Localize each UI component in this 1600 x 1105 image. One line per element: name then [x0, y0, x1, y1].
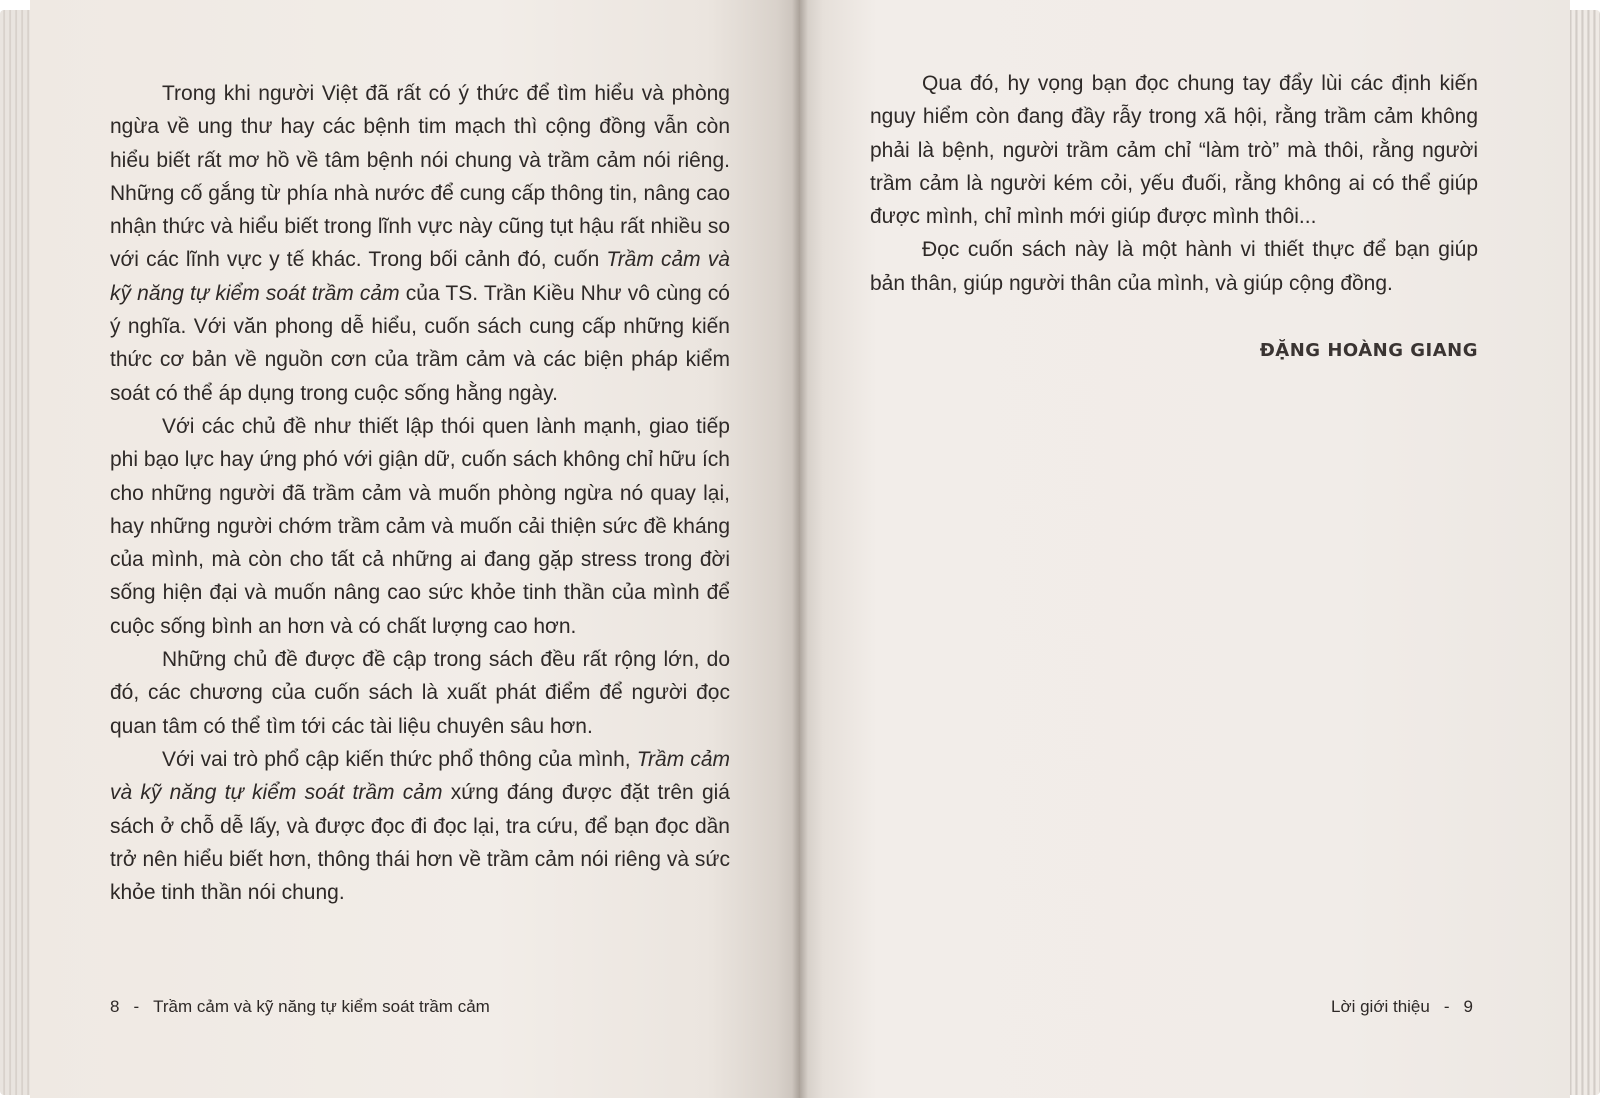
left-page-footer	[110, 997, 490, 1017]
text-run: Những chủ đề được đề cập trong sách đều rất rộng lớn, do đó, các chương của cuốn sách là xuất phát điểm để người đọc quan tâm có thể tìm tới các tài liệu chuyên sâu hơn.	[110, 648, 730, 738]
paragraph	[110, 643, 730, 743]
text-run: Qua đó, hy vọng bạn đọc chung tay đẩy lùi các định kiến nguy hiểm còn đang đầy rẫy trong xã hội, rằng trầm cảm không phải là bệnh, người trầm cảm chỉ “làm trò” mà thôi, rằng người trầm cảm là người kém cỏi, yếu đuối, rằng không ai có thể giúp được mình, chỉ mình mới giúp được mình thôi...	[870, 72, 1478, 229]
paragraph	[110, 77, 730, 410]
paragraph	[870, 233, 1478, 300]
text-run: xứng đáng được đặt trên giá sách ở chỗ dễ lấy, và được đọc đi đọc lại, tra cứu, để bạn đọc dần trở nên hiểu biết hơn, thông thái hơn về trầm cảm nói riêng và sức khỏe tinh thần nói chung.	[110, 781, 730, 905]
running-title: Trầm cảm và kỹ năng tự kiểm soát trầm cảm	[153, 997, 490, 1016]
book-title-italic: Trầm cảm và kỹ năng tự kiểm soát trầm cảm	[110, 248, 730, 305]
text-run: Đọc cuốn sách này là một hành vi thiết thực để bạn giúp bản thân, giúp người thân của mình, và giúp cộng đồng.	[870, 238, 1478, 295]
right-page-body	[870, 67, 1478, 300]
author-signature: ĐẶNG HOÀNG GIANG	[1259, 340, 1478, 361]
right-page-footer	[1331, 997, 1473, 1017]
paragraph	[110, 410, 730, 643]
running-title: Lời giới thiệu	[1331, 997, 1430, 1016]
left-page-body	[110, 77, 730, 909]
paragraph	[110, 743, 730, 909]
footer-separator: -	[133, 997, 140, 1016]
text-run: Với các chủ đề như thiết lập thói quen lành mạnh, giao tiếp phi bạo lực hay ứng phó với giận dữ, cuốn sách không chỉ hữu ích cho những người đã trầm cảm và muốn phòng ngừa nó quay lại, hay những người chớm trầm cảm và muốn cải thiện sức đề kháng của mình, mà còn cho tất cả những ai đang gặp stress trong đời sống hiện đại và muốn nâng cao sức khỏe tinh thần của mình để cuộc sống bình an hơn và có chất lượng cao hơn.	[110, 414, 730, 638]
paragraph	[870, 67, 1478, 233]
page-number: 9	[1463, 997, 1473, 1016]
text-run: Trong khi người Việt đã rất có ý thức để tìm hiểu và phòng ngừa về ung thư hay các bệnh tim mạch thì cộng đồng vẫn còn hiểu biết rất mơ hồ về tâm bệnh nói chung và trầm cảm nói riêng. Những cố gắng từ phía nhà nước để cung cấp thông tin, nâng cao nhận thức và hiểu biết trong lĩnh vực này cũng tụt hậu rất nhiều so với các lĩnh vực y tế khác. Trong bối cảnh đó, cuốn	[110, 82, 730, 272]
book-title-italic: Trầm cảm và kỹ năng tự kiểm soát trầm cảm	[110, 747, 730, 805]
page-number: 8	[110, 997, 120, 1016]
text-run: Với vai trò phổ cập kiến thức phổ thông của mình,	[162, 747, 637, 771]
footer-separator: -	[1443, 997, 1450, 1016]
text-run: của TS. Trần Kiều Như vô cùng có ý nghĩa. Với văn phong dễ hiểu, cuốn sách cung cấp những kiến thức cơ bản về nguồn cơn của trầm cảm và các biện pháp kiểm soát có thể áp dụng trong cuộc sống hằng ngày.	[110, 281, 730, 405]
book-gutter	[792, 0, 808, 1098]
